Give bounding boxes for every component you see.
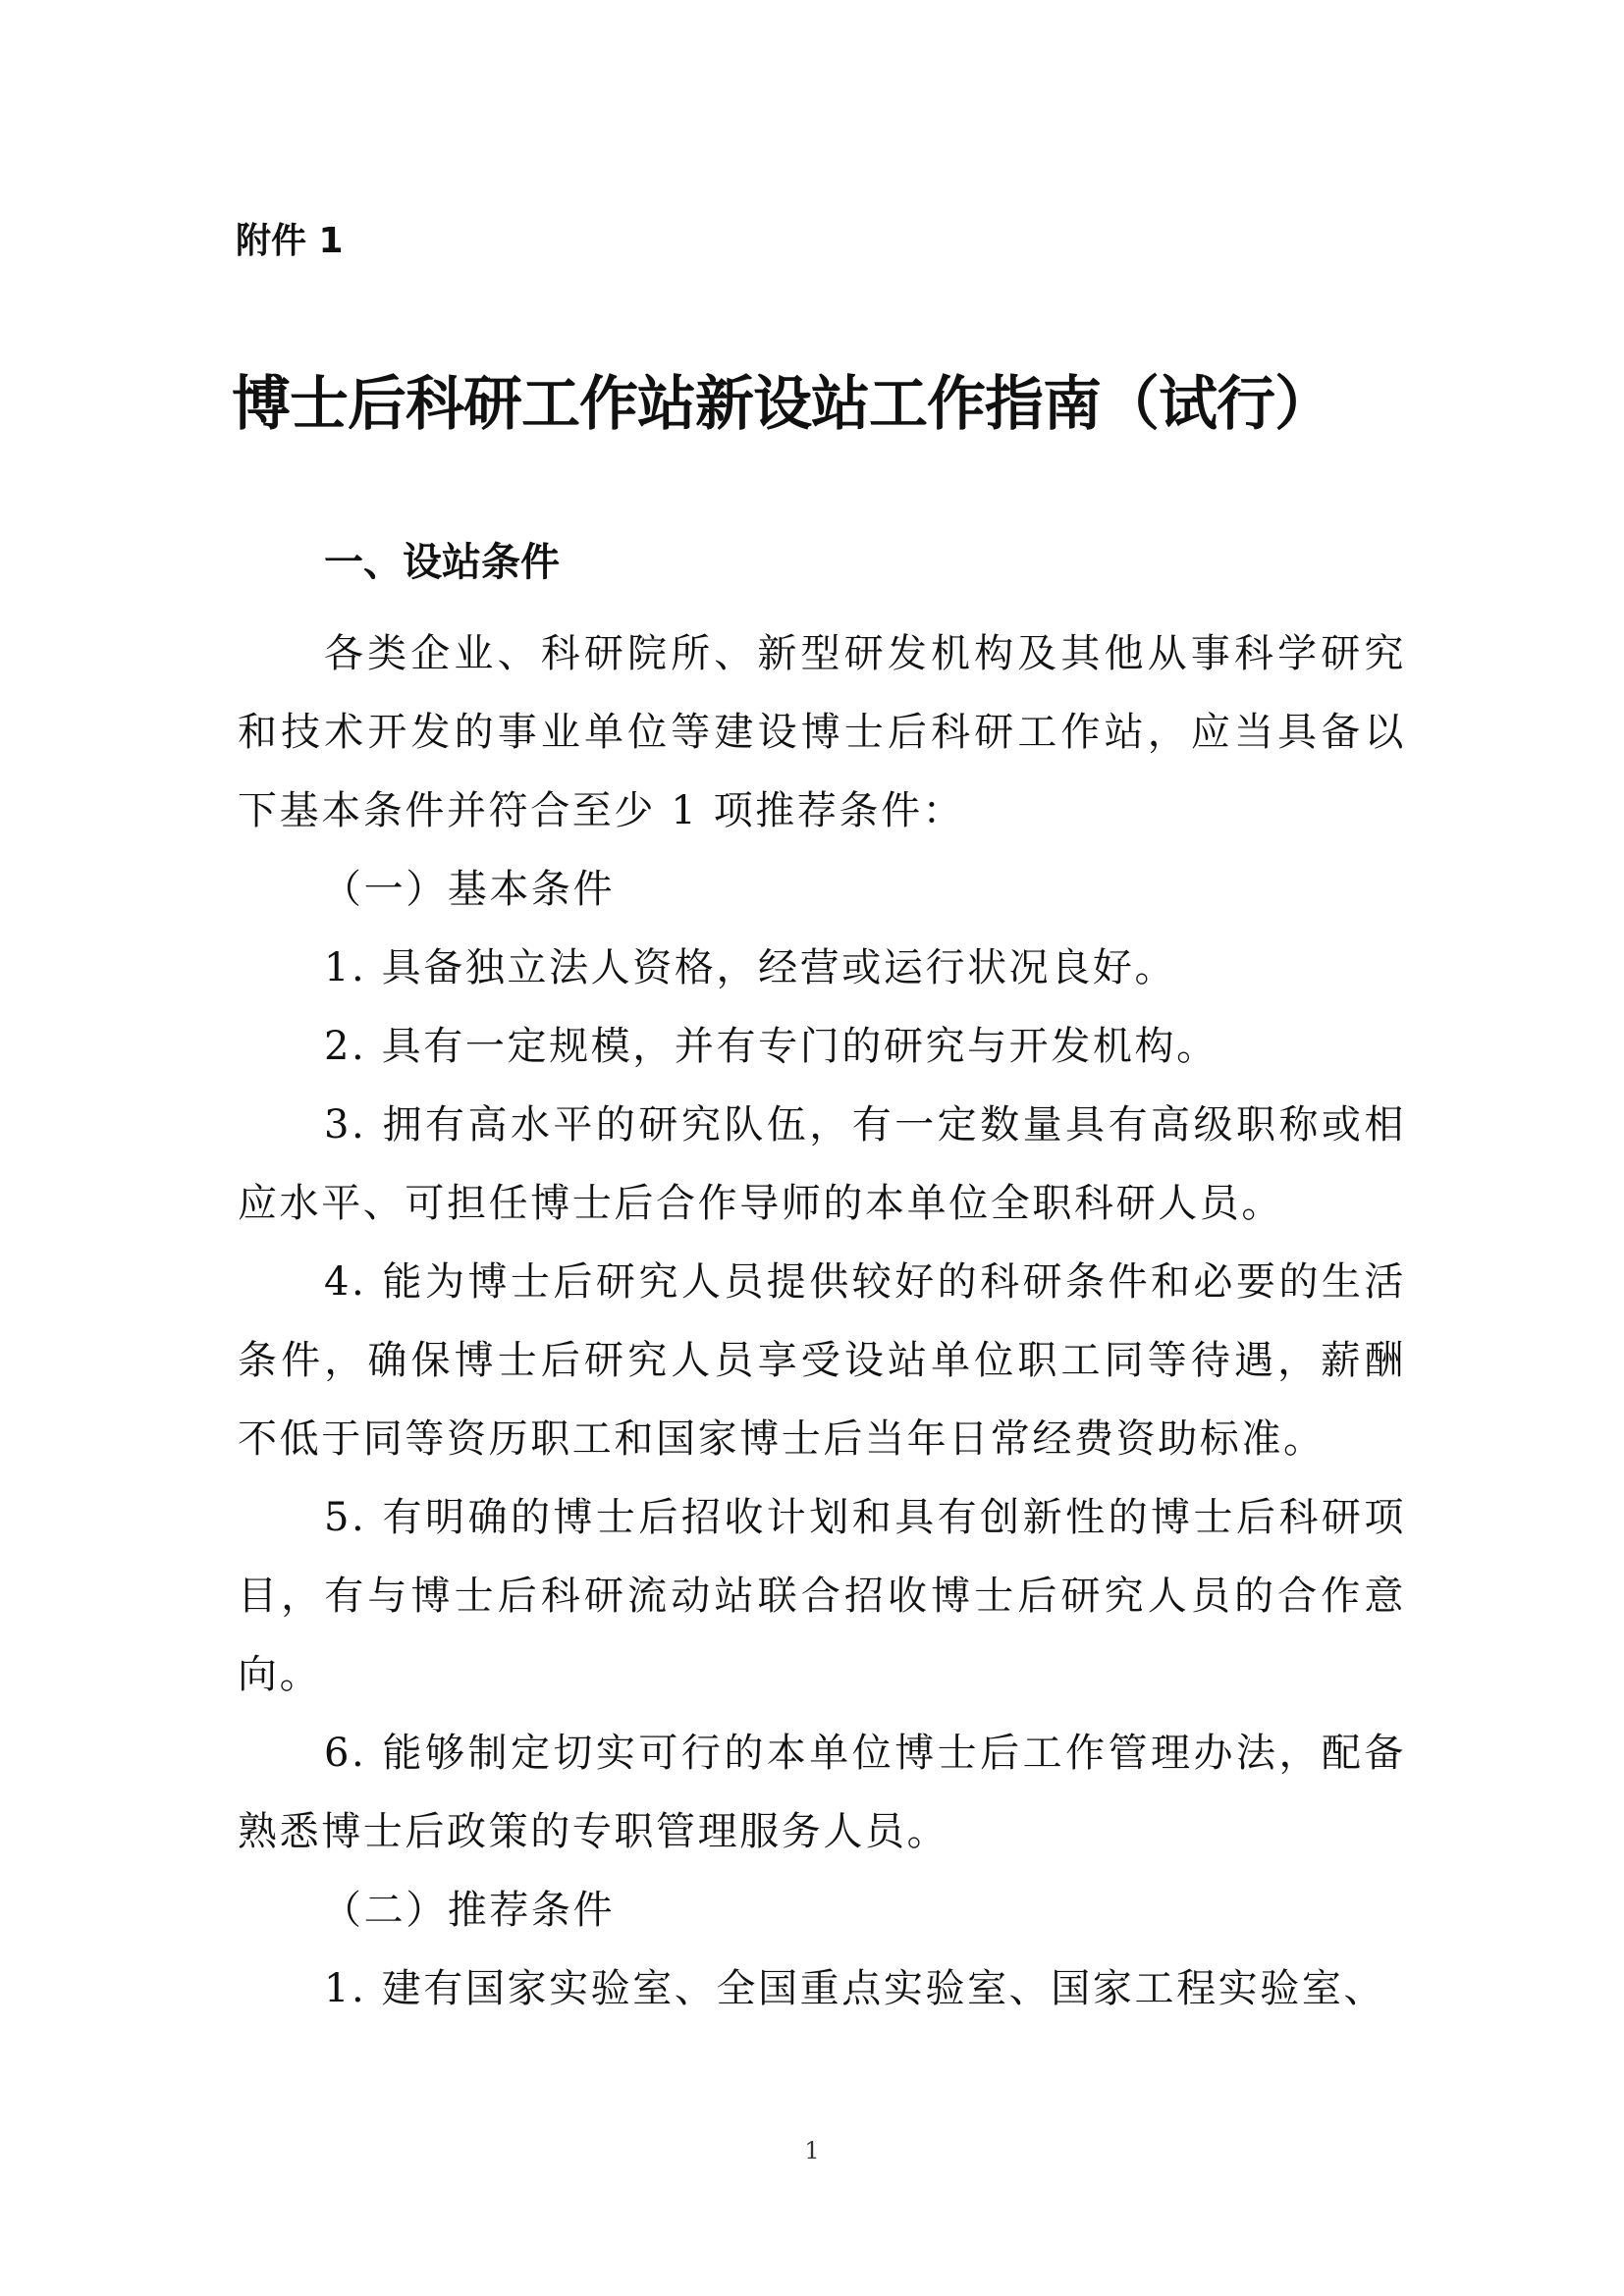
paragraph-recommended-1: 1. 建有国家实验室、全国重点实验室、国家工程实验室、 [324, 1966, 1386, 2011]
subheading-basic-conditions: （一）基本条件 [322, 867, 616, 912]
paragraph-basic-2: 2. 具有一定规模，并有专门的研究与开发机构。 [324, 1024, 1218, 1069]
section-heading: 一、设站条件 [324, 540, 560, 585]
document-title: 博士后科研工作站新设站工作指南（试行） [232, 370, 1332, 439]
paragraph-basic-3: 3. 拥有高水平的研究队伍，有一定数量具有高级职称或相应水平、可担任博士后合作导师的本单位全职科研人员。 [238, 1102, 1406, 1226]
paragraph-intro: 各类企业、科研院所、新型研发机构及其他从事科学研究和技术开发的事业单位等建设博士后科研工作站，应当具备以下基本条件并符合至少 1 项推荐条件： [238, 631, 1406, 833]
paragraph-basic-5: 5. 有明确的博士后招收计划和具有创新性的博士后科研项目，有与博士后科研流动站联合招收博士后研究人员的合作意向。 [238, 1495, 1406, 1697]
subheading-recommended-conditions: （二）推荐条件 [322, 1888, 616, 1933]
document-body [238, 614, 1406, 2028]
paragraph-basic-6: 6. 能够制定切实可行的本单位博士后工作管理办法，配备熟悉博士后政策的专职管理服务人员。 [238, 1731, 1406, 1854]
paragraph-basic-1: 1. 具备独立法人资格，经营或运行状况良好。 [324, 945, 1177, 990]
attachment-label: 附件 1 [236, 221, 344, 261]
page-number: 1 [804, 2137, 820, 2164]
paragraph-basic-4: 4. 能为博士后研究人员提供较好的科研条件和必要的生活条件，确保博士后研究人员享受设站单位职工同等待遇，薪酬不低于同等资历职工和国家博士后当年日常经费资助标准。 [238, 1259, 1406, 1462]
